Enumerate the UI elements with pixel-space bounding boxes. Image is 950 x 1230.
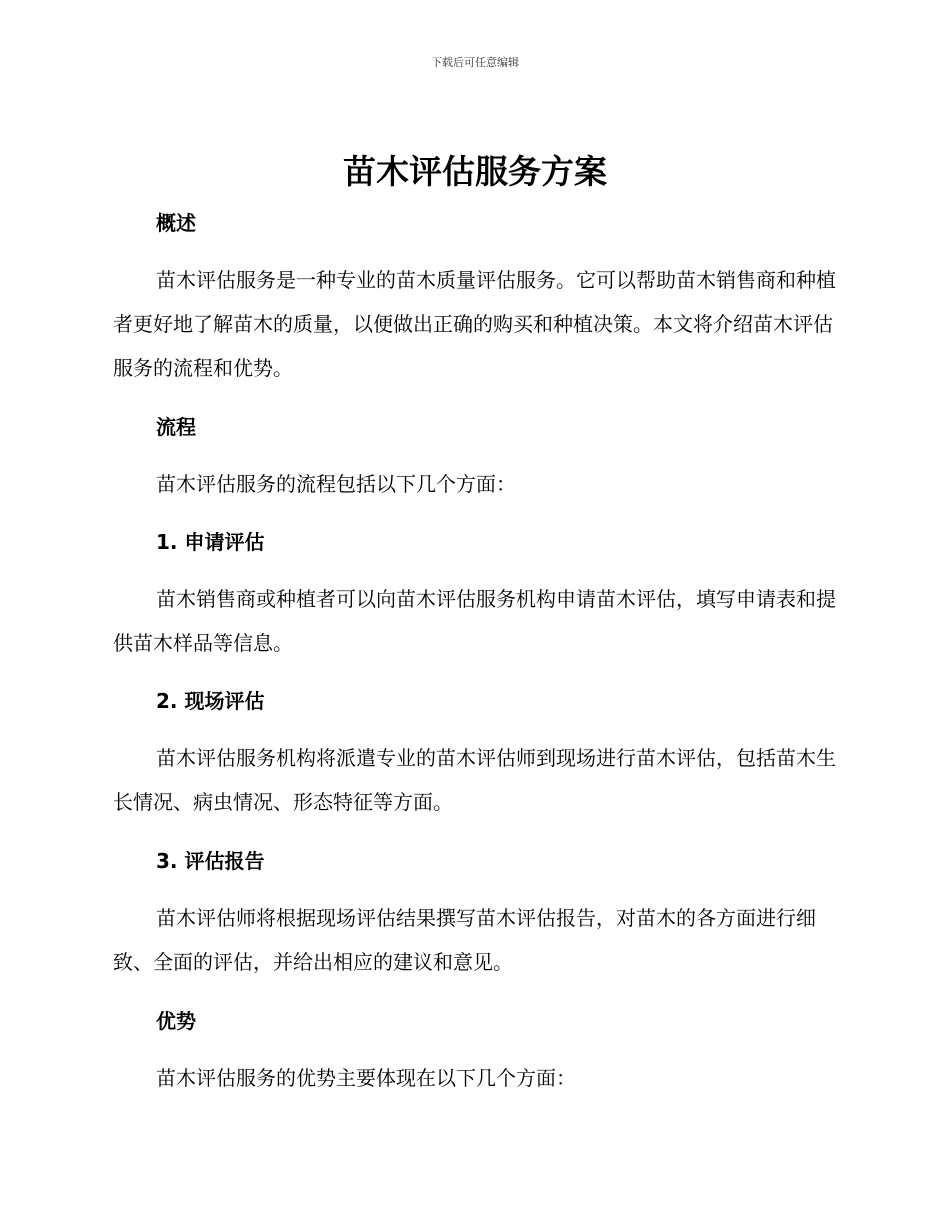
step3-heading: 3. 评估报告 (156, 849, 265, 873)
overview-paragraph: 苗木评估服务是一种专业的苗木质量评估服务。它可以帮助苗木销售商和种植者更好地了解苗木的质量，以便做出正确的购买和种植决策。本文将介绍苗木评估服务的流程和优势。 (113, 268, 836, 380)
page-header-note: 下载后可任意编辑 (431, 56, 519, 69)
document-title: 苗木评估服务方案 (343, 152, 607, 191)
section-heading-process: 流程 (156, 415, 196, 439)
step1-paragraph: 苗木销售商或种植者可以向苗木评估服务机构申请苗木评估，填写申请表和提供苗木样品等信息。 (113, 587, 836, 655)
step2-heading: 2. 现场评估 (156, 689, 265, 713)
step2-paragraph: 苗木评估服务机构将派遣专业的苗木评估师到现场进行苗木评估，包括苗木生长情况、病虫情况、形态特征等方面。 (113, 746, 836, 814)
advantages-intro-paragraph: 苗木评估服务的优势主要体现在以下几个方面： (156, 1066, 576, 1090)
process-intro-paragraph: 苗木评估服务的流程包括以下几个方面： (156, 472, 516, 496)
section-heading-advantages: 优势 (156, 1009, 196, 1033)
section-heading-overview: 概述 (156, 211, 196, 235)
step3-paragraph: 苗木评估师将根据现场评估结果撰写苗木评估报告，对苗木的各方面进行细致、全面的评估，并给出相应的建议和意见。 (113, 906, 816, 974)
step1-heading: 1. 申请评估 (156, 530, 265, 554)
